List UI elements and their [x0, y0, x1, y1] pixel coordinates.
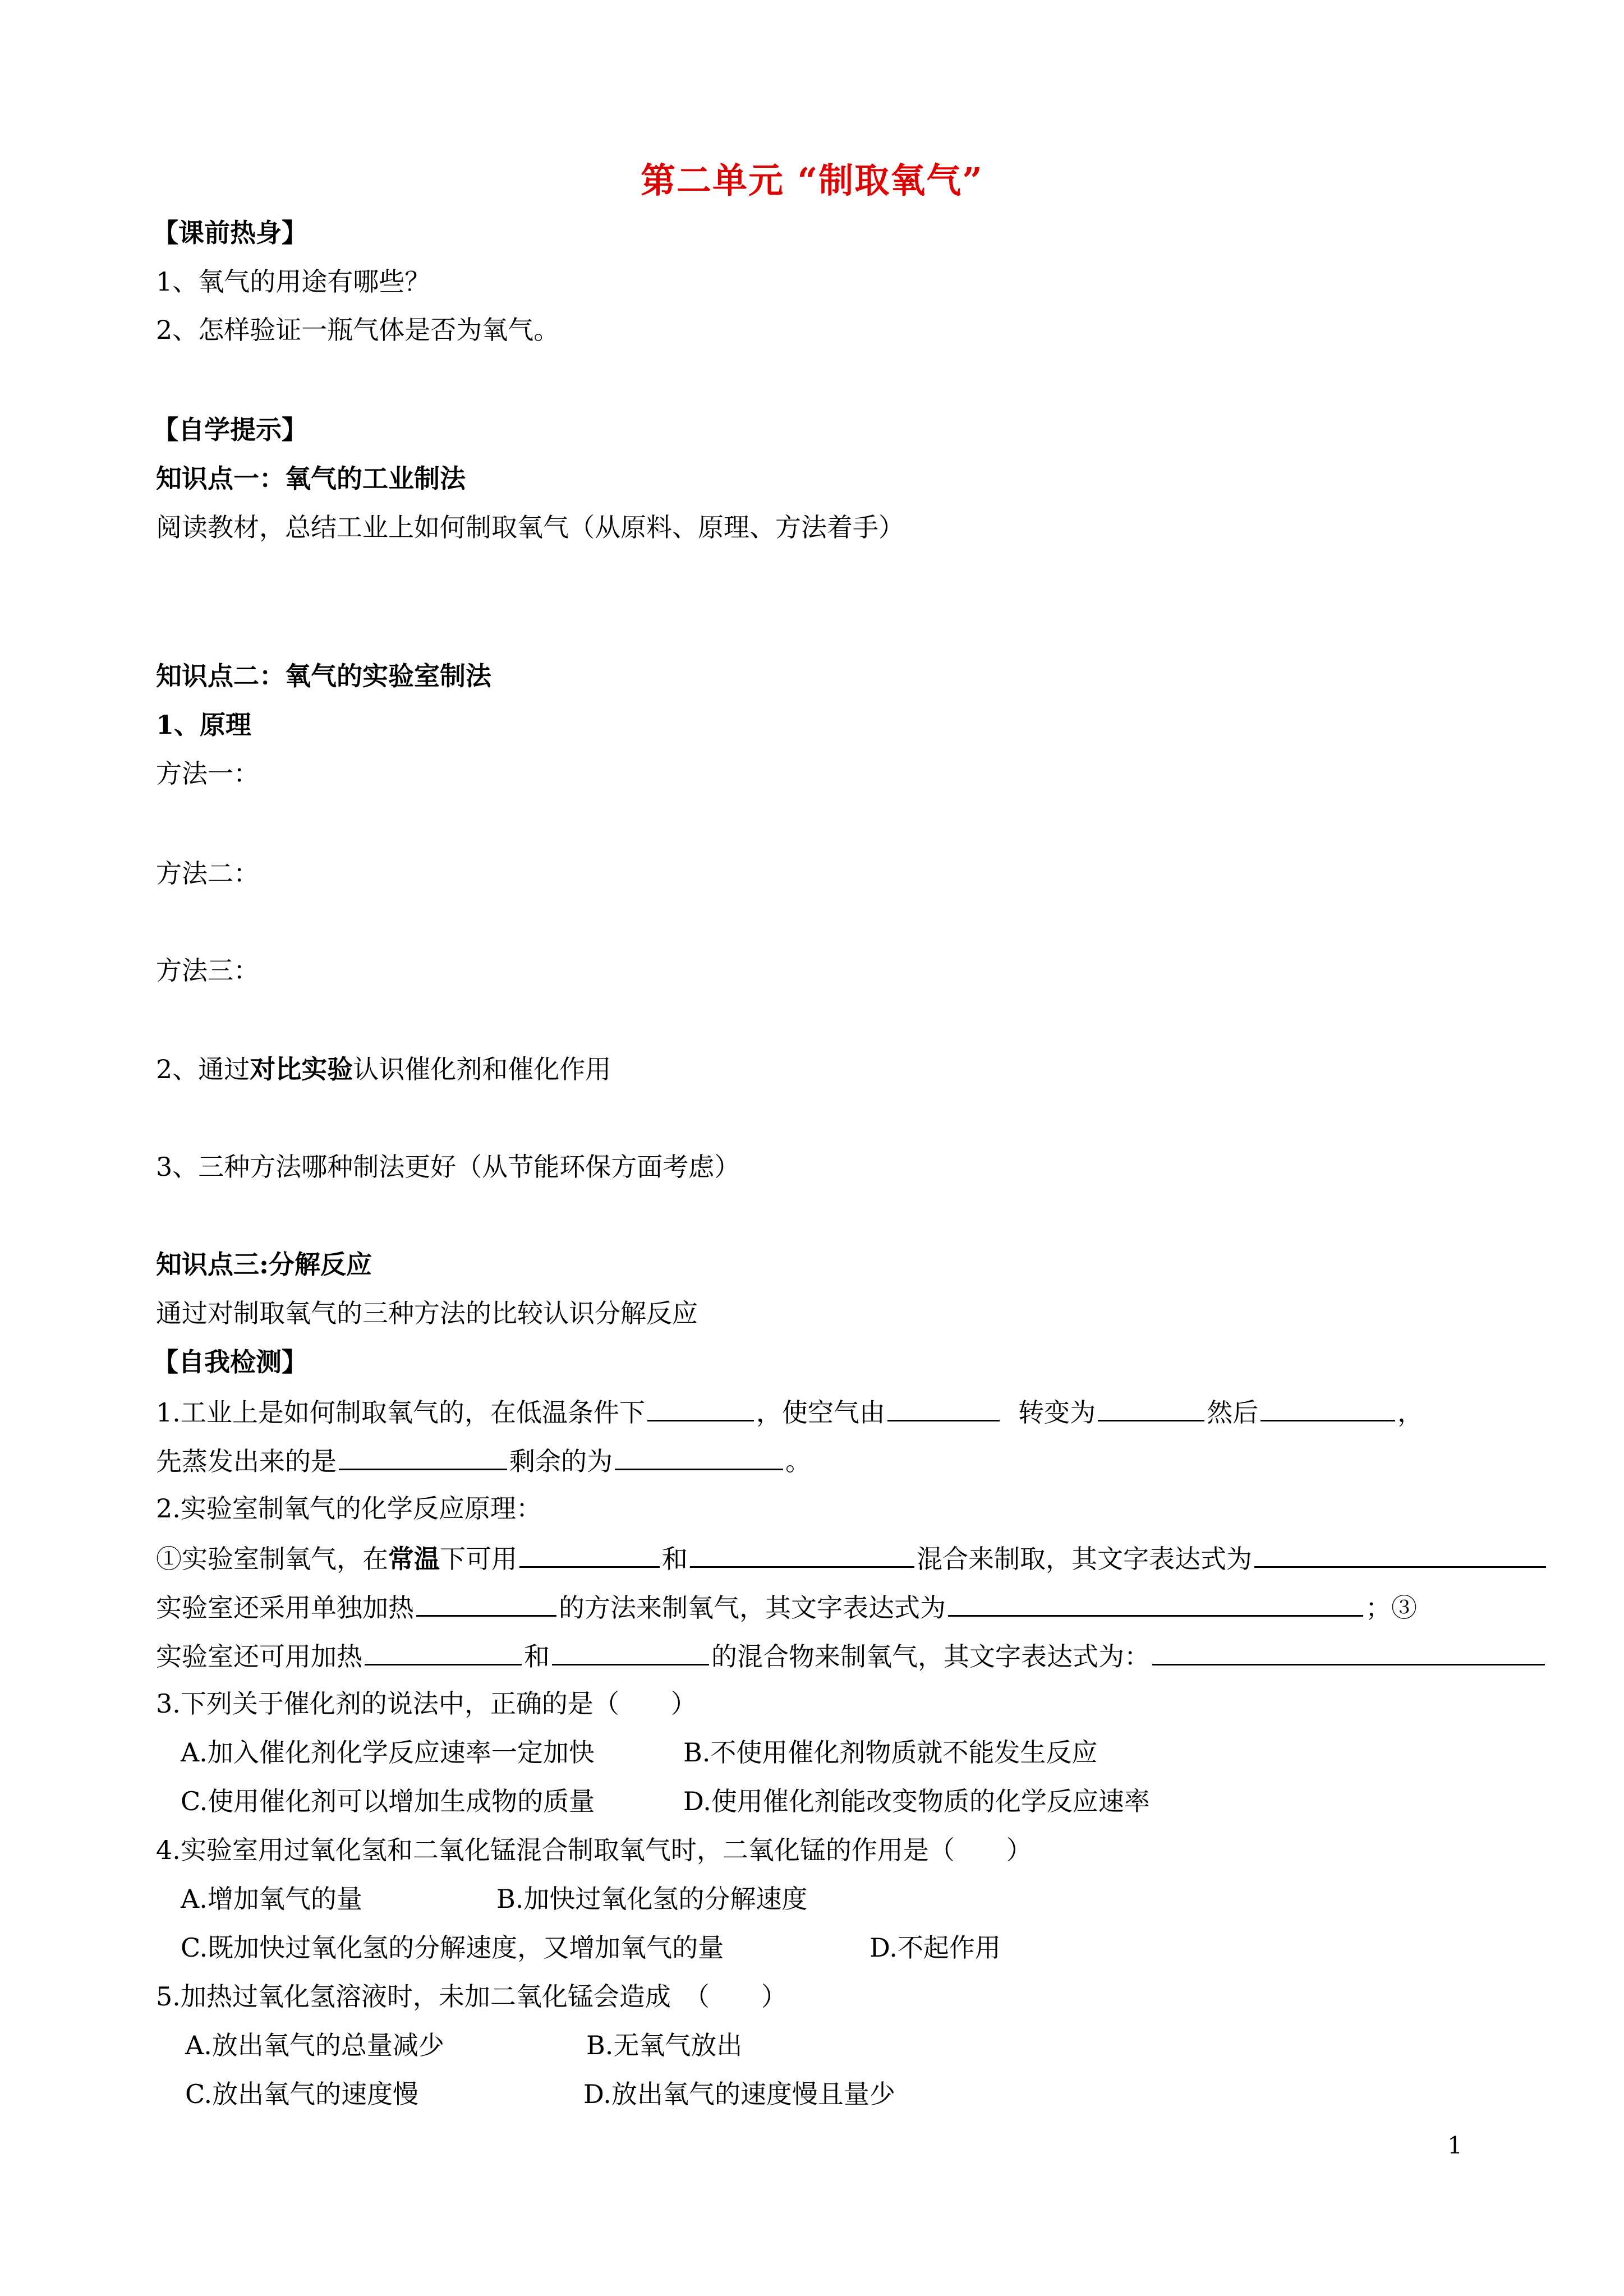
answer-blank[interactable]	[1254, 1540, 1546, 1568]
q3-option-c[interactable]: C.使用催化剂可以增加生成物的质量	[181, 1786, 595, 1816]
test-question-2-line-1: ①实验室制氧气，在常温下可用 和 混合来制取，其文字表达式为	[156, 1540, 1624, 1576]
warmup-heading: 【课前热身】	[153, 218, 307, 248]
page-title: 第二单元 “制取氧气”	[641, 160, 983, 201]
test-question-4-stem: 4.实验室用过氧化氢和二氧化锰混合制取氧气时，二氧化锰的作用是（ ）	[156, 1835, 1032, 1865]
kp3-text: 通过对制取氧气的三种方法的比较认识分解反应	[156, 1298, 698, 1328]
emphasis-text: 对比实验	[250, 1054, 353, 1084]
answer-blank[interactable]	[519, 1540, 660, 1568]
answer-blank[interactable]	[552, 1638, 709, 1665]
answer-blank[interactable]	[948, 1589, 1363, 1617]
method-1-label: 方法一：	[156, 758, 259, 789]
kp2-heading: 知识点二：氧气的实验室制法	[156, 661, 491, 691]
q5-option-b[interactable]: B.无氧气放出	[586, 2030, 743, 2060]
q3-option-b[interactable]: B.不使用催化剂物质就不能发生反应	[683, 1737, 1098, 1768]
kp1-text: 阅读教材，总结工业上如何制取氧气（从原料、原理、方法着手）	[156, 512, 904, 542]
answer-blank[interactable]	[416, 1589, 556, 1617]
q3-option-d[interactable]: D.使用催化剂能改变物质的化学反应速率	[683, 1786, 1150, 1816]
test-question-2-line-3: 实验室还可用加热 和 的混合物来制氧气，其文字表达式为：	[156, 1638, 1624, 1673]
answer-blank[interactable]	[1098, 1394, 1204, 1421]
q5-option-d[interactable]: D.放出氧气的速度慢且量少	[583, 2079, 895, 2109]
q4-option-b[interactable]: B.加快过氧化氢的分解速度	[496, 1884, 808, 1914]
answer-blank[interactable]	[1260, 1394, 1395, 1421]
selfstudy-heading: 【自学提示】	[153, 415, 307, 445]
kp3-heading: 知识点三:分解反应	[156, 1249, 372, 1280]
q4-option-d[interactable]: D.不起作用	[869, 1932, 1001, 1963]
kp2-subheading-principle: 1、原理	[156, 710, 252, 740]
page-number: 1	[1447, 2132, 1462, 2159]
answer-blank[interactable]	[647, 1394, 754, 1421]
q3-option-a[interactable]: A.加入催化剂化学反应速率一定加快	[181, 1737, 595, 1768]
method-3-label: 方法三：	[156, 955, 259, 986]
answer-blank[interactable]	[339, 1443, 507, 1470]
test-question-3-stem: 3.下列关于催化剂的说法中，正确的是（ ）	[156, 1688, 697, 1719]
test-question-5-stem: 5.加热过氧化氢溶液时，未加二氧化锰会造成 （ ）	[156, 1981, 787, 2012]
kp2-item-2: 2、通过对比实验认识催化剂和催化作用	[156, 1054, 611, 1084]
test-question-2-line-2: 实验室还采用单独加热 的方法来制氧气，其文字表达式为 ；③	[156, 1589, 1624, 1625]
emphasis-text: 常温	[388, 1544, 440, 1574]
selftest-heading: 【自我检测】	[153, 1347, 307, 1377]
answer-blank[interactable]	[1152, 1638, 1545, 1665]
q4-option-c[interactable]: C.既加快过氧化氢的分解速度，又增加氧气的量	[181, 1932, 724, 1963]
method-2-label: 方法二：	[156, 858, 259, 889]
test-question-2-stem: 2.实验室制氧气的化学反应原理：	[156, 1493, 542, 1524]
q4-option-a[interactable]: A.增加氧气的量	[181, 1884, 362, 1914]
answer-blank[interactable]	[690, 1540, 914, 1568]
answer-blank[interactable]	[365, 1638, 522, 1665]
test-question-1-line-2: 先蒸发出来的是 剩余的为 。	[156, 1443, 1624, 1478]
q5-option-c[interactable]: C.放出氧气的速度慢	[185, 2079, 419, 2109]
answer-blank[interactable]	[615, 1443, 783, 1470]
warmup-question-2: 2、怎样验证一瓶气体是否为氧气。	[156, 315, 560, 345]
warmup-question-1: 1、氧气的用途有哪些？	[156, 266, 431, 297]
kp1-heading: 知识点一：氧气的工业制法	[156, 463, 466, 494]
answer-blank[interactable]	[887, 1394, 1000, 1421]
test-question-1-line-1: 1.工业上是如何制取氧气的，在低温条件下 ，使空气由 转变为 然后 ，	[156, 1394, 1624, 1429]
kp2-item-3: 3、三种方法哪种制法更好（从节能环保方面考虑）	[156, 1152, 740, 1182]
q5-option-a[interactable]: A.放出氧气的总量减少	[185, 2030, 444, 2060]
